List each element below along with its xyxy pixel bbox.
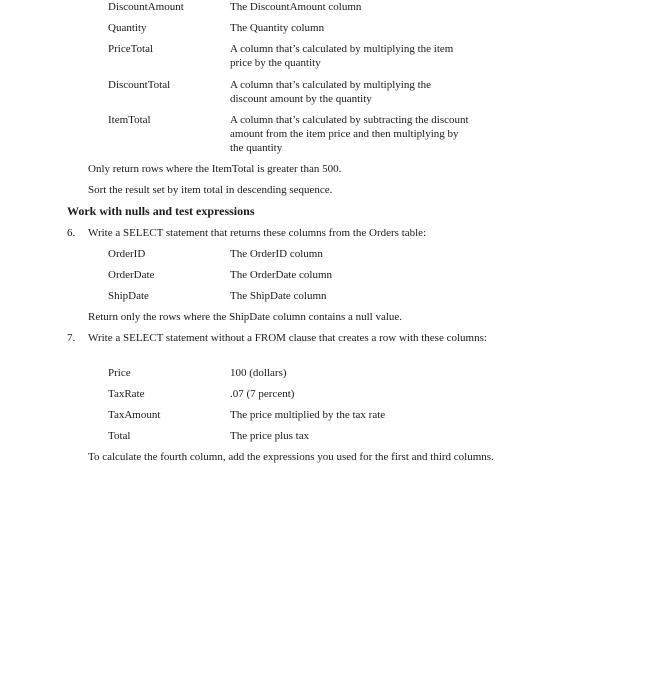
column-description: The price plus tax xyxy=(230,430,310,442)
column-description: .07 (7 percent) xyxy=(230,388,295,400)
column-name: OrderDate xyxy=(108,269,155,281)
exercise-note: To calculate the fourth column, add the expressions you used for the first and third columns. xyxy=(88,451,494,463)
exercise-text: Write a SELECT statement that returns these columns from the Orders table: xyxy=(88,227,427,239)
column-description: 100 (dollars) xyxy=(230,367,287,379)
column-description: The Quantity column xyxy=(230,22,325,34)
column-name: Price xyxy=(108,367,131,379)
column-name: ItemTotal xyxy=(108,114,151,126)
exercise-number: 7. xyxy=(67,332,76,344)
column-description: A column that’s calculated by multiplying the discount amount by the quantity xyxy=(230,79,432,105)
instruction-filter: Only return rows where the ItemTotal is greater than 500. xyxy=(88,163,342,175)
column-description: A column that’s calculated by multiplying the item price by the quantity xyxy=(230,43,454,69)
column-name: DiscountTotal xyxy=(108,79,171,91)
section-heading: Work with nulls and test expressions xyxy=(67,204,255,218)
column-name: DiscountAmount xyxy=(108,1,184,13)
exercise-text: Write a SELECT statement without a FROM clause that creates a row with these columns: xyxy=(88,332,487,344)
exercise-number: 6. xyxy=(67,227,76,239)
column-description: The OrderID column xyxy=(230,248,323,260)
column-description: The price multiplied by the tax rate xyxy=(230,409,386,421)
column-name: PriceTotal xyxy=(108,43,154,55)
exercise-note: Return only the rows where the ShipDate column contains a null value. xyxy=(88,311,403,323)
column-description: The ShipDate column xyxy=(230,290,327,302)
column-name: OrderID xyxy=(108,248,146,260)
column-name: ShipDate xyxy=(108,290,149,302)
instruction-sort: Sort the result set by item total in descending sequence. xyxy=(88,184,333,196)
column-name: Total xyxy=(108,430,131,442)
column-name: TaxAmount xyxy=(108,409,161,421)
column-name: Quantity xyxy=(108,22,147,34)
column-description: The DiscountAmount column xyxy=(230,1,362,13)
column-description: A column that’s calculated by subtracting the discount amount from the item price and then multiplying by the quantity xyxy=(230,114,469,154)
column-description: The OrderDate column xyxy=(230,269,333,281)
column-name: TaxRate xyxy=(108,388,145,400)
